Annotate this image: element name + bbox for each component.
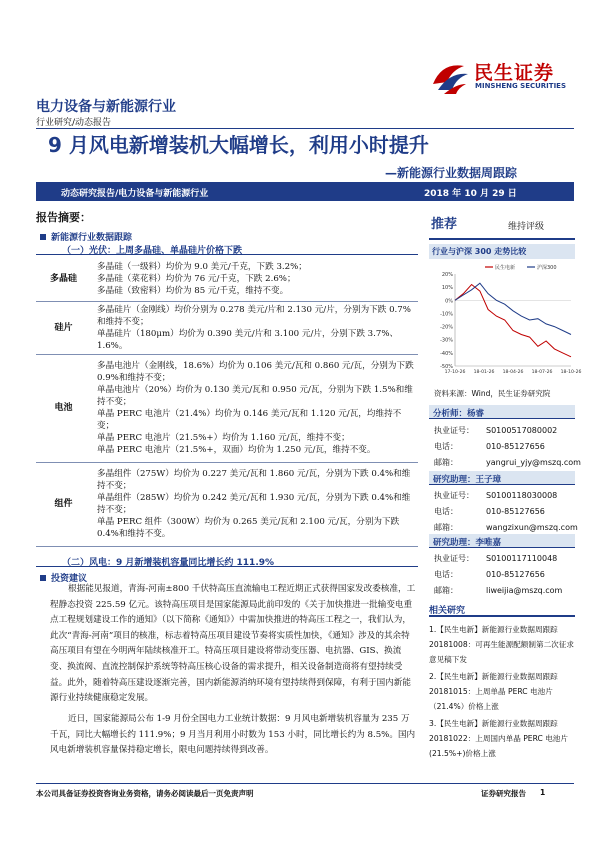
legend-label: 沪深300 <box>537 265 557 271</box>
table-item: 单晶电池片（20%）均价为 0.130 美元/瓦和 0.950 元/瓦，分别为下跌 1.5%和维持不变； <box>97 385 413 407</box>
table-category: 电池 <box>36 354 91 462</box>
row-value: wangzixun@mszq.com <box>486 523 578 532</box>
x-tick-label: 18-01-26 <box>473 370 495 375</box>
related-item[interactable]: 1.【民生电新】新能源行业数据周跟踪 20181008：可再生能源配额制第二次征求意见稿下发 <box>429 625 574 664</box>
x-tick-label: 18-07-26 <box>531 370 553 375</box>
table-item: 多晶硅（一级料）均价为 9.0 美元/千克，下跌 3.2%； <box>97 261 307 272</box>
section-label: 新能源行业数据跟踪 <box>51 233 133 243</box>
table-cell <box>91 301 418 354</box>
page-number: 1 <box>540 788 546 797</box>
footer-divider <box>36 783 574 784</box>
footer-label: 证券研究报告 <box>481 789 526 798</box>
row-value: 010-85127656 <box>486 507 545 516</box>
banner-date: 2018 年 10 月 29 日 <box>424 189 517 199</box>
table-cell <box>91 354 418 462</box>
row-key: 执业证号： <box>434 554 474 563</box>
row-value: liweijia@mszq.com <box>486 586 563 595</box>
table-item: 单晶 PERC 组件（300W）均价为 0.265 美元/瓦和 2.100 元/瓦，分别为下跌 0.4%和维持不变。 <box>97 517 400 539</box>
assistant-row <box>434 585 562 596</box>
table-item: 多晶硅（菜花料）均价为 76 元/千克，下跌 2.6%； <box>97 273 296 284</box>
report-banner <box>36 182 574 201</box>
table-item: 单晶组件（285W）均价为 0.242 美元/瓦和 1.930 元/瓦，分别为下跌 0.4%和维持不变； <box>97 493 411 515</box>
legend-label: 民生电新 <box>495 265 516 271</box>
table-item: 单晶硅片（180μm）均价为 0.390 美元/片和 3.100 元/片，分别下跌 3.7%、1.6%。 <box>97 328 399 351</box>
report-subtitle: —新能源行业数据周跟踪 <box>385 166 518 180</box>
assistant-row <box>434 490 557 501</box>
assistant-row <box>434 522 578 533</box>
assistant-heading: 研究助理：王子璋 <box>429 471 575 485</box>
row-key: 执业证号： <box>434 491 474 500</box>
row-key: 邮箱： <box>434 458 458 467</box>
table-item: 单晶 PERC 电池片（21.5%+）均价为 1.160 元/瓦，维持不变； <box>97 433 350 443</box>
analyst-heading: 分析师：杨睿 <box>429 405 575 419</box>
table-category: 硅片 <box>36 301 91 354</box>
y-tick-label: -40% <box>440 350 453 357</box>
table-row <box>36 354 418 462</box>
y-tick-label: -10% <box>440 311 453 318</box>
invest-label: 投资建议 <box>51 574 88 584</box>
series-line <box>455 285 571 357</box>
chart-source: 资料来源：Wind，民生证券研究院 <box>434 389 551 398</box>
related-heading: 相关研究 <box>429 603 575 617</box>
invest-paragraph-2: 近日，国家能源局公布 1-9 月份全国电力工业统计数据：9 月风电新增装机容量为 235 万千瓦，同比大幅增长约 111.9%；9 月当月利用小时数为 153 小时，同比增长约为 8.5%。国内风电新增装机容量保持稳定增长，限电问题持续得到改善。 <box>50 714 416 756</box>
minsheng-logo-icon <box>430 60 470 96</box>
rating-label: 推荐 <box>431 217 458 232</box>
y-tick-label: 0% <box>445 298 453 305</box>
y-tick-label: -30% <box>440 337 453 344</box>
x-tick-label: 18-04-26 <box>502 370 524 375</box>
assistant-row <box>434 569 545 580</box>
pv-price-table <box>36 257 418 547</box>
row-value: yangrui_yjy@mszq.com <box>486 458 581 467</box>
industry-name: 电力设备与新能源行业 <box>36 99 176 115</box>
assistant-row <box>434 506 545 517</box>
row-value: 010-85127656 <box>486 442 545 451</box>
summary-heading: 报告摘要： <box>36 211 91 224</box>
series-line <box>455 283 571 334</box>
y-tick-label: 10% <box>441 285 453 292</box>
row-key: 电话： <box>434 570 458 579</box>
table-cell <box>91 462 418 546</box>
pv-subheading: （一）光伏：上周多晶硅、单晶硅片价格下跌 <box>62 246 243 256</box>
row-value: S0100118030008 <box>486 491 558 500</box>
table-item: 单晶 PERC 电池片（21.4%）均价为 0.146 美元/瓦和 1.120 元/瓦，均维持不变； <box>97 409 402 431</box>
row-key: 电话： <box>434 507 458 516</box>
related-item[interactable]: 2.【民生电新】新能源行业数据周跟踪 20181015：上周单晶 PERC 电池片（21.4%）价格上涨 <box>429 672 558 711</box>
table-item: 多晶电池片（金刚线，18.6%）均价为 0.106 美元/瓦和 0.860 元/瓦，分别为下跌 0.9%和维持不变； <box>97 361 414 383</box>
report-title: 9 月风电新增装机大幅增长，利用小时提升 <box>48 133 429 157</box>
table-row <box>36 257 418 301</box>
x-tick-label: 18-10-26 <box>560 370 582 375</box>
y-tick-label: -50% <box>440 364 453 370</box>
square-bullet-icon <box>40 575 46 581</box>
invest-paragraph-1: 根据能见报道，青海-河南±800 千伏特高压直流输电工程近期正式获得国家发改委核准，工程静态投资 225.59 亿元。该特高压项目是国家能源局此前印发的《关于加快推进一批输变电重点工程规划建设工作的通知》（以下简称《通知》）中需加快推进的特高压工程之一，我们认为，此次“青海-河南”项目的核准，标志着特高压项目建设节奏将实质性加快，《通知》涉及的其余特高压项目有望在今明两年陆续核准开工。特高压项目建设将带动变压器、电抗器、GIS、换流变、换流阀、直流控制保护系统等特高压核心设备的需求提升，相关设备制造商将有望持续受益。此外，随着特高压建设逐渐完善，国内新能源消纳环境有望持续得到保障，有利于国内新能源行业持续健康稳定发展。 <box>50 584 416 704</box>
logo-text-en: MINSHENG SECURITIES <box>475 82 566 90</box>
table-row <box>36 462 418 546</box>
footer-disclaimer: 本公司具备证券投资咨询业务资格，请务必阅读最后一页免责声明 <box>36 789 254 798</box>
row-key: 执业证号： <box>434 426 474 435</box>
row-value: S0100117110048 <box>486 554 558 563</box>
table-item: 多晶组件（275W）均价为 0.227 美元/瓦和 1.860 元/瓦，分别为下跌 0.4%和维持不变； <box>97 469 411 491</box>
y-tick-label: 20% <box>441 272 453 278</box>
row-value: 010-85127656 <box>486 570 545 579</box>
analyst-row <box>434 457 581 468</box>
x-tick-label: 17-10-26 <box>444 370 466 375</box>
table-category: 多晶硅 <box>36 257 91 301</box>
table-item: 单晶 PERC 电池片（21.5%+，双面）均价为 1.250 元/瓦，维持不变。 <box>97 445 376 455</box>
analyst-row <box>434 425 557 436</box>
table-item: 多晶硅片（金刚线）均价分别为 0.278 美元/片和 2.130 元/片，分别为下跌 0.7%和维持不变； <box>97 304 411 327</box>
report-type: 行业研究/动态报告 <box>36 118 112 128</box>
logo-text-cn: 民生证券 <box>474 62 555 84</box>
analyst-row <box>434 441 545 452</box>
table-item: 多晶硅（致密料）均价为 85 元/千克，维持不变。 <box>97 285 289 296</box>
assistant-row <box>434 553 557 564</box>
trend-chart <box>429 262 582 380</box>
y-tick-label: -20% <box>440 324 453 331</box>
banner-category: 动态研究报告/电力设备与新能源行业 <box>61 189 209 199</box>
rating-value: 维持评级 <box>508 222 545 232</box>
table-cell <box>91 257 418 301</box>
table-row <box>36 301 418 354</box>
row-key: 邮箱： <box>434 586 458 595</box>
chart-title: 行业与沪深 300 走势比较 <box>429 244 575 259</box>
row-key: 电话： <box>434 442 458 451</box>
related-item[interactable]: 3.【民生电新】新能源行业数据周跟踪 20181022：上周国内单晶 PERC 电池片(21.5%+)价格上涨 <box>429 719 568 758</box>
row-key: 邮箱： <box>434 523 458 532</box>
table-category: 组件 <box>36 462 91 546</box>
row-value: S0100517080002 <box>486 426 558 435</box>
assistant-heading: 研究助理：李唯嘉 <box>429 534 575 548</box>
wind-subheading: （二）风电：9 月新增装机容量同比增长约 111.9% <box>62 558 275 568</box>
